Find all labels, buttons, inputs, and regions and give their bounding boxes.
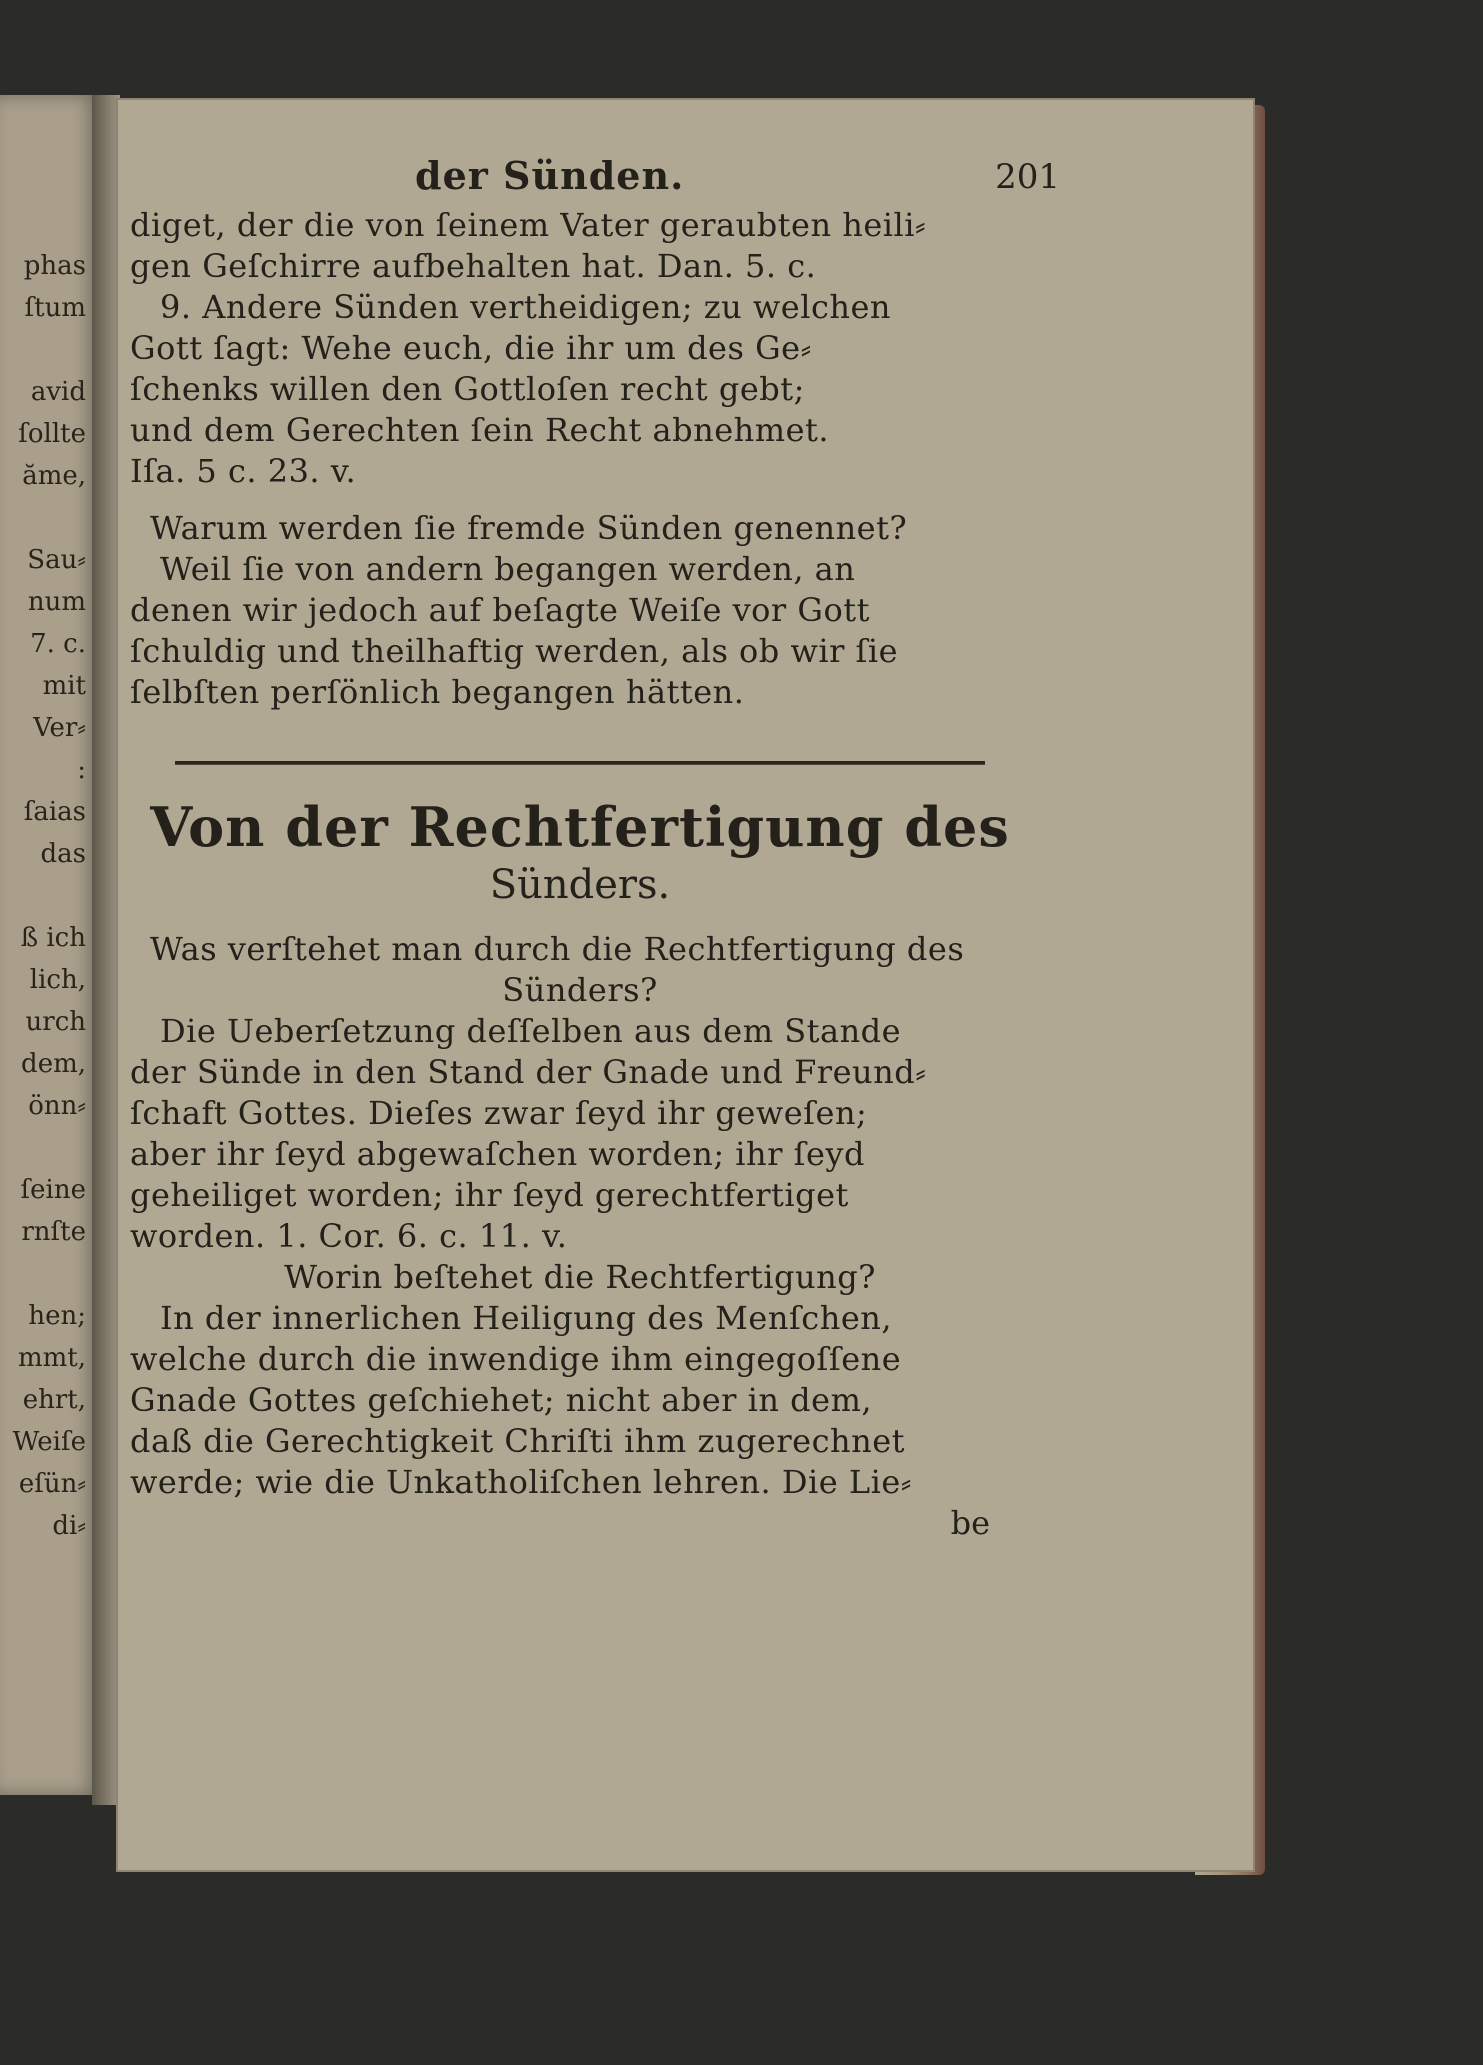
answer-foreign-sins: [130, 549, 1030, 713]
text-line: daß die Gerechtigkeit Chriſti ihm zugerechnet: [130, 1422, 906, 1460]
previous-page-fragment: avid: [30, 377, 86, 407]
previous-page-fragment: mmt,: [17, 1343, 86, 1373]
text-line: In der innerlichen Heiligung des Menſchen,: [160, 1299, 893, 1337]
text-line: Was verſtehet man durch die Rechtfertigung des: [150, 930, 965, 968]
previous-page-fragment: Weiſe: [12, 1427, 86, 1457]
text-line: Weil ſie von andern begangen werden, an: [160, 550, 856, 588]
text-line: der Sünde in den Stand der Gnade und Freund⸗: [130, 1053, 927, 1091]
text-line: gen Geſchirre aufbehalten hat. Dan. 5. c.: [130, 247, 817, 285]
previous-page-fragment: önn⸗: [28, 1091, 86, 1121]
text-line: denen wir jedoch auf beſagte Weiſe vor Gott: [130, 591, 870, 629]
running-head-title: der Sünden.: [415, 153, 685, 198]
text-line: aber ihr ſeyd abgewaſchen worden; ihr ſeyd: [130, 1135, 865, 1173]
text-line: worden. 1. Cor. 6. c. 11. v.: [130, 1217, 568, 1255]
section-divider: [175, 761, 985, 765]
previous-page-fragment: Sau⸗: [27, 545, 86, 575]
text-line: welche durch die inwendige ihm eingegoſſene: [130, 1340, 902, 1378]
text-line: ſchaft Gottes. Dieſes zwar ſeyd ihr geweſen;: [130, 1094, 868, 1132]
text-line: 9. Andere Sünden vertheidigen; zu welchen: [160, 288, 892, 326]
text-line: diget, der die von ſeinem Vater geraubten heili⸗: [130, 206, 927, 244]
previous-page-fragment: :: [77, 755, 86, 785]
question-justification: [130, 929, 1030, 1011]
previous-page-fragment: dem,: [21, 1049, 86, 1079]
text-line: ſelbſten perſönlich begangen hätten.: [130, 673, 745, 711]
question-foreign-sins: Warum werden ſie fremde Sünden genennet?: [150, 509, 908, 547]
previous-page-fragment: ſaias: [23, 797, 86, 827]
previous-page-fragment: [0, 1253, 86, 1295]
text-line: werde; wie die Unkatholiſchen lehren. Die Lie⸗: [130, 1463, 912, 1501]
answer-justification: [130, 1011, 1030, 1257]
answer-consists: [130, 1298, 1030, 1503]
paragraph-sin-list: [130, 205, 1030, 492]
previous-page-fragment: ehrt,: [22, 1385, 86, 1415]
previous-page-fragment: ß ich: [20, 923, 86, 953]
previous-page-fragment: urch: [25, 1007, 86, 1037]
previous-page-fragment: rnſte: [21, 1217, 86, 1247]
previous-page-fragment: [0, 497, 86, 539]
previous-page-fragment: [0, 1127, 86, 1169]
previous-page-fragment: num: [27, 587, 86, 617]
section-heading: Von der Rechtfertigung des: [150, 795, 1010, 859]
text-line: Die Ueberſetzung deſſelben aus dem Stande: [160, 1012, 902, 1050]
question-consists: Worin beſtehet die Rechtfertigung?: [284, 1258, 876, 1296]
previous-page-fragment: hen;: [28, 1301, 86, 1331]
text-line: Sünders?: [502, 971, 658, 1009]
page-number: 201: [995, 157, 1060, 197]
book-gutter: [92, 95, 120, 1805]
previous-page-fragment: [0, 875, 86, 917]
previous-page-fragment: das: [40, 839, 86, 869]
previous-page-fragment: mit: [42, 671, 86, 701]
previous-page-fragment: phas: [23, 251, 86, 281]
previous-page-fragment: ăme,: [22, 461, 86, 491]
text-line: Gnade Gottes geſchiehet; nicht aber in dem,: [130, 1381, 873, 1419]
previous-page: [0, 95, 100, 1795]
previous-page-fragment: Ver⸗: [33, 713, 86, 743]
previous-page-fragment: 7. c.: [30, 629, 86, 659]
previous-page-fragment: ſtum: [24, 293, 86, 323]
page-content: [130, 145, 1060, 1544]
previous-page-fragment: [0, 329, 86, 371]
previous-page-fragment: ſollte: [18, 419, 86, 449]
text-line: geheiliget worden; ihr ſeyd gerechtfertiget: [130, 1176, 849, 1214]
text-line: ſchuldig und theilhaftig werden, als ob wir ſie: [130, 632, 899, 670]
previous-page-fragment: ſeine: [20, 1175, 86, 1205]
text-line: Gott ſagt: Wehe euch, die ihr um des Ge⸗: [130, 329, 812, 367]
section-subheading: Sünders.: [489, 862, 671, 908]
previous-page-fragments: [0, 245, 86, 1547]
text-line: Iſa. 5 c. 23. v.: [130, 452, 357, 490]
previous-page-fragment: di⸗: [52, 1511, 86, 1541]
previous-page-fragment: eſün⸗: [18, 1469, 86, 1499]
running-head: [130, 145, 1060, 205]
catchword: be: [950, 1504, 990, 1542]
text-line: und dem Gerechten ſein Recht abnehmet.: [130, 411, 830, 449]
previous-page-fragment: lich,: [29, 965, 86, 995]
text-line: ſchenks willen den Gottloſen recht gebt;: [130, 370, 805, 408]
